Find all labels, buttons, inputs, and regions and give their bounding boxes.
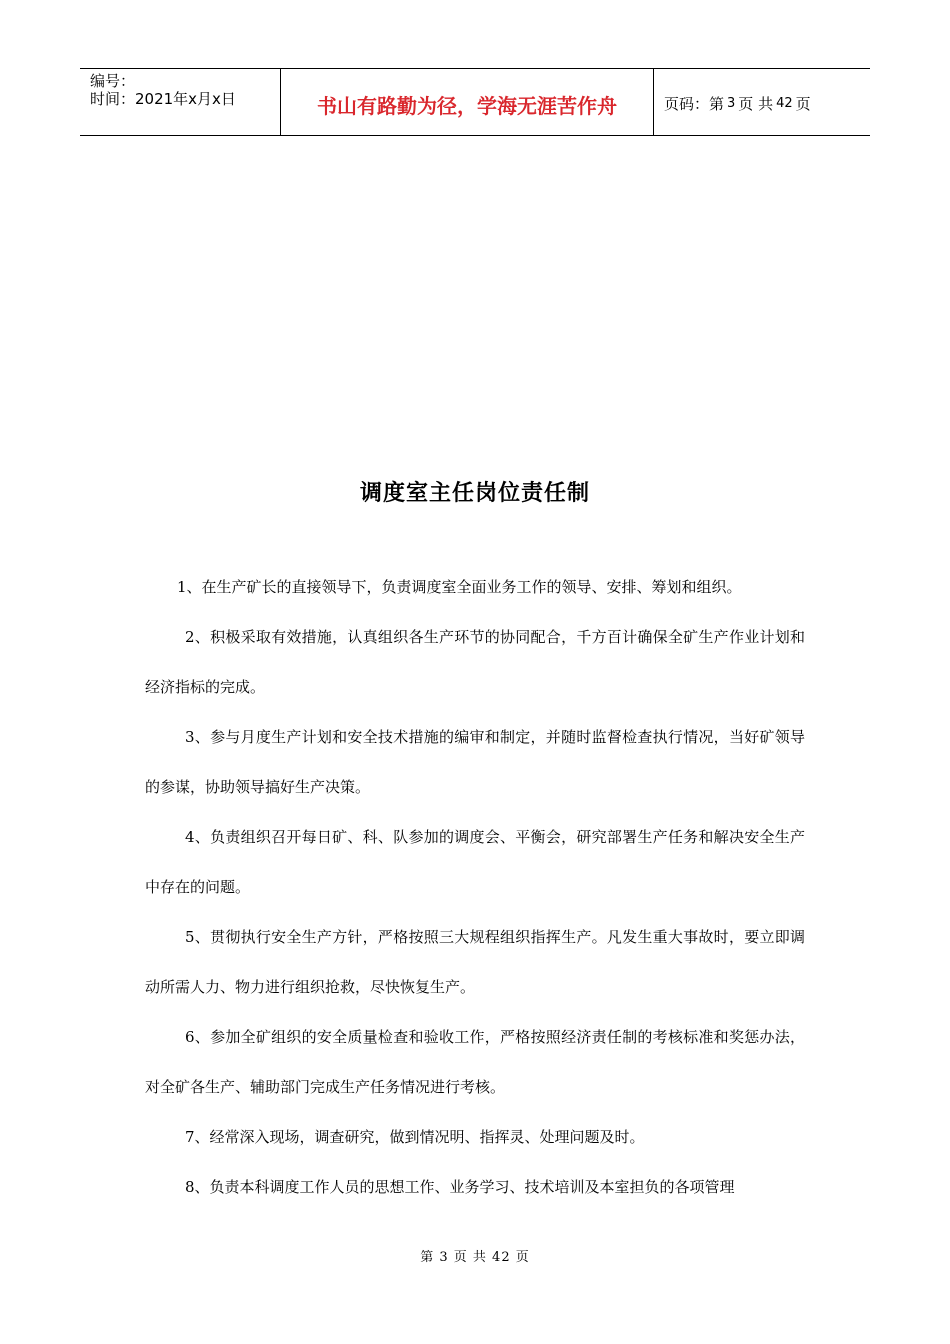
header-page-suffix: 页 xyxy=(795,94,811,113)
header-page-current: 3 xyxy=(727,95,736,111)
paragraph-7: 7、经常深入现场，调查研究，做到情况明、指挥灵、处理问题及时。 xyxy=(185,1128,645,1146)
header-page-prefix: 页码：第 xyxy=(664,94,725,113)
header-page-total: 42 xyxy=(776,95,793,111)
header-motto: 书山有路勤为径，学海无涯苦作舟 xyxy=(281,69,654,135)
header-page-info xyxy=(654,69,870,135)
paragraph-3: 3、参与月度生产计划和安全技术措施的编审和制定，并随时监督检查执行情况，当好矿领导的参谋，协助领导搞好生产决策。 xyxy=(145,728,805,796)
paragraph-2: 2、积极采取有效措施，认真组织各生产环节的协同配合，千方百计确保全矿生产作业计划和经济指标的完成。 xyxy=(145,628,805,696)
paragraph-1: 1、在生产矿长的直接领导下，负责调度室全面业务工作的领导、安排、筹划和组织。 xyxy=(177,578,742,596)
page-header xyxy=(80,68,870,136)
header-meta xyxy=(80,69,281,135)
paragraph-8: 8、负责本科调度工作人员的思想工作、业务学习、技术培训及本室担负的各项管理 xyxy=(185,1178,735,1196)
header-page-middle: 页 共 xyxy=(738,94,774,113)
paragraph-4: 4、负责组织召开每日矿、科、队参加的调度会、平衡会，研究部署生产任务和解决安全生产中存在的问题。 xyxy=(145,828,805,896)
paragraph-6: 6、参加全矿组织的安全质量检查和验收工作，严格按照经济责任制的考核标准和奖惩办法，对全矿各生产、辅助部门完成生产任务情况进行考核。 xyxy=(145,1028,805,1096)
page-footer: 第 3 页 共 42 页 xyxy=(420,1250,530,1265)
header-number-label: 编号： xyxy=(90,72,136,90)
header-date: 时间：2021年x月x日 xyxy=(90,90,236,108)
document-body xyxy=(145,562,805,1212)
document-title: 调度室主任岗位责任制 xyxy=(359,481,590,506)
paragraph-5: 5、贯彻执行安全生产方针，严格按照三大规程组织指挥生产。凡发生重大事故时，要立即调动所需人力、物力进行组织抢救，尽快恢复生产。 xyxy=(145,928,805,996)
